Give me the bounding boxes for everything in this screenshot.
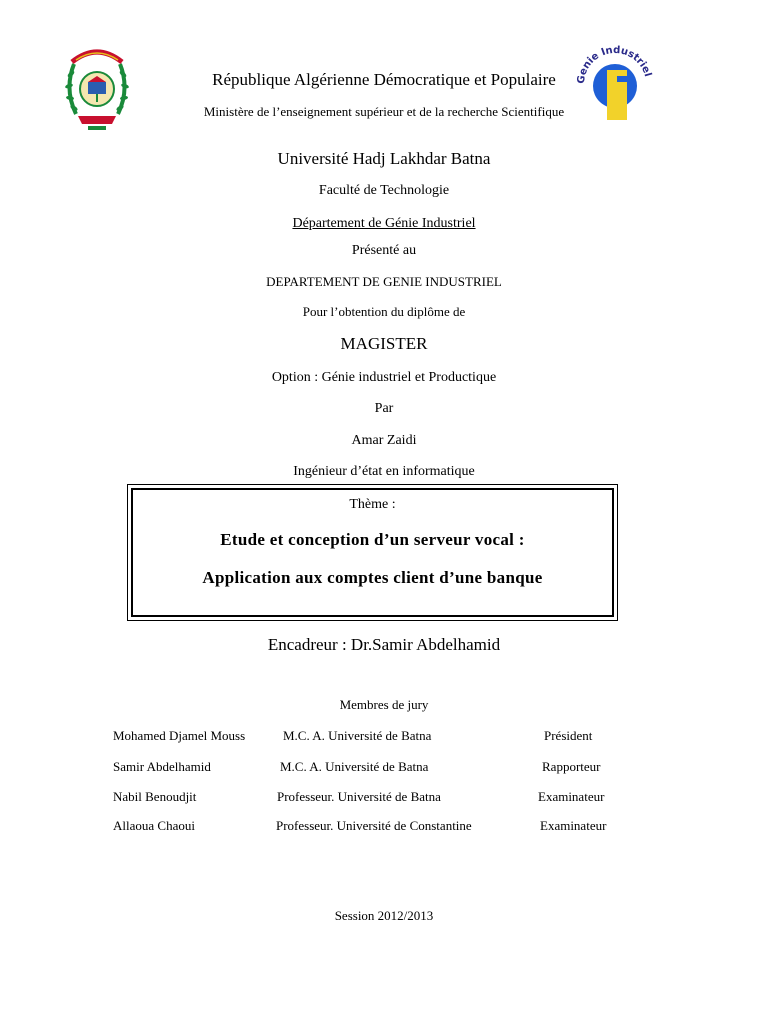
department-name: Département de Génie Industriel [292, 216, 476, 231]
jury-member-grade: M.C. A. Université de Batna [283, 728, 432, 743]
author-name: Amar Zaidi [351, 433, 417, 448]
author-title: Ingénieur d’état en informatique [293, 464, 475, 479]
jury-member-name: Mohamed Djamel Mouss [113, 728, 246, 743]
department-caps-text: DEPARTEMENT DE GENIE INDUSTRIEL [266, 274, 502, 289]
jury-member-row [0, 818, 768, 838]
jury-title: Membres de jury [339, 697, 429, 712]
theme-box [127, 484, 618, 621]
jury-member-grade: Professeur. Université de Batna [277, 789, 441, 804]
supervisor-text: Encadreur : Dr.Samir Abdelhamid [267, 635, 501, 654]
jury-member-grade: Professeur. Université de Constantine [276, 818, 472, 833]
jury-member-row [0, 728, 768, 748]
jury-member-row [0, 759, 768, 779]
jury-member-row [0, 789, 768, 809]
obtention-text: Pour l’obtention du diplôme de [302, 304, 466, 319]
jury-member-name: Samir Abdelhamid [113, 759, 211, 774]
jury-member-name: Allaoua Chaoui [113, 818, 195, 833]
university-name: Université Hadj Lakhdar Batna [277, 149, 491, 168]
session-text: Session 2012/2013 [334, 908, 434, 923]
theme-title-line-1: Etude et conception d’un serveur vocal : [220, 530, 525, 549]
jury-member-grade: M.C. A. Université de Batna [280, 759, 429, 774]
republic-heading: République Algérienne Démocratique et Populaire [212, 70, 556, 89]
jury-member-role: Rapporteur [542, 759, 601, 774]
jury-member-role: Examinateur [538, 789, 605, 804]
logo-arc-text: Genie Industriel [575, 44, 653, 85]
jury-member-role: Président [544, 728, 593, 743]
par-text: Par [374, 401, 394, 416]
jury-member-name: Nabil Benoudjit [113, 789, 197, 804]
theme-title-line-2: Application aux comptes client d’une banque [202, 568, 543, 587]
jury-member-role: Examinateur [540, 818, 607, 833]
degree-title: MAGISTER [340, 334, 428, 353]
ministry-heading: Ministère de l’enseignement supérieur et de la recherche Scientifique [203, 104, 565, 119]
option-text: Option : Génie industriel et Productique [271, 370, 497, 385]
faculty-name: Faculté de Technologie [318, 183, 450, 198]
theme-label: Thème : [349, 497, 396, 512]
presente-au-text: Présenté au [351, 243, 417, 258]
